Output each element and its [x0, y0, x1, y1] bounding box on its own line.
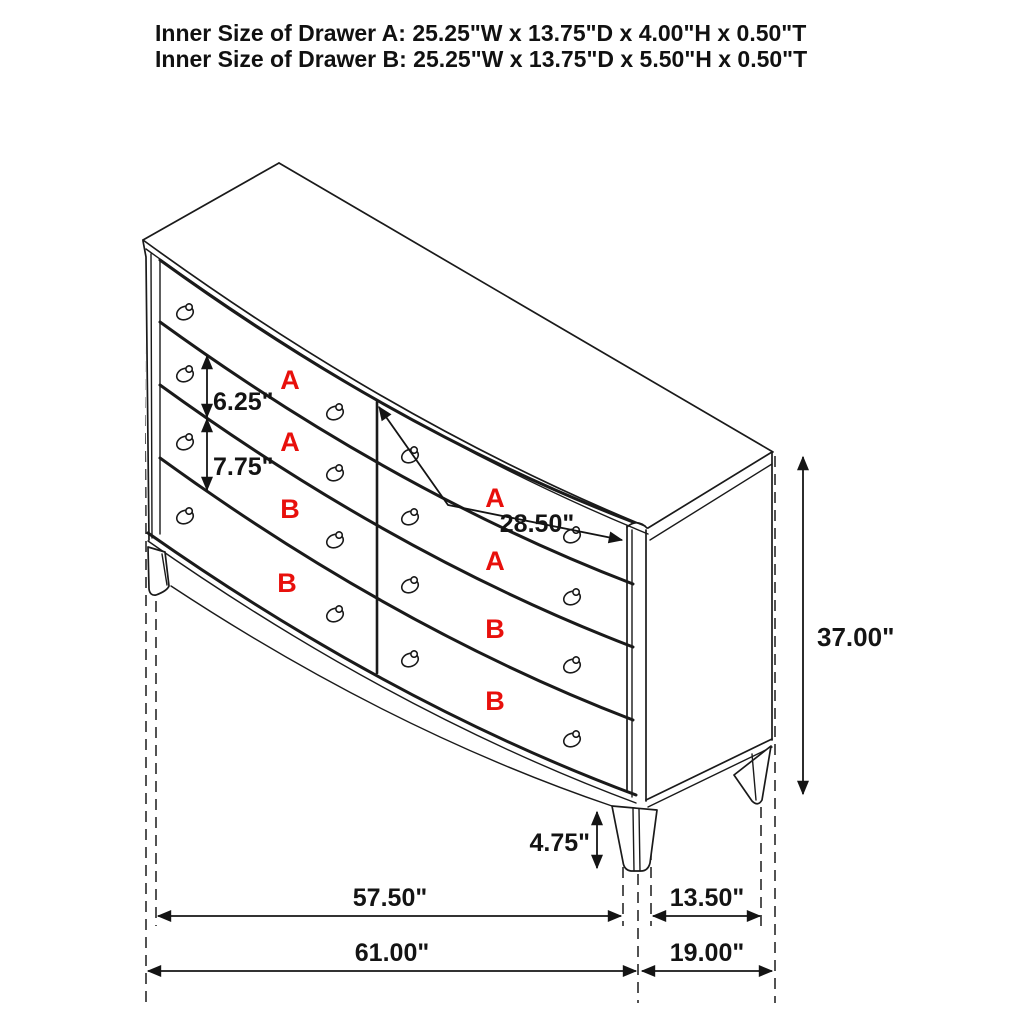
dimension-leg-height — [529, 812, 597, 868]
drawer-label: A — [485, 546, 505, 576]
svg-text:37.00": 37.00" — [817, 622, 895, 652]
drawer-label: B — [485, 614, 505, 644]
title-drawer-a-size: Inner Size of Drawer A: 25.25"W x 13.75"D x 4.00"H x 0.50"T — [155, 20, 807, 46]
dimension-front-leg-span — [158, 884, 621, 916]
drawer-label: A — [485, 483, 505, 513]
dimension-overall-height — [803, 457, 894, 794]
drawer-label: A — [280, 365, 300, 395]
cabinet-faces — [143, 163, 773, 801]
svg-text:57.50": 57.50" — [352, 884, 428, 912]
front-left-leg — [148, 547, 169, 595]
drawer-label: B — [485, 686, 505, 716]
svg-text:13.50": 13.50" — [669, 884, 745, 912]
svg-text:61.00": 61.00" — [354, 939, 430, 967]
svg-text:4.75": 4.75" — [529, 829, 590, 857]
drawer-label: B — [277, 568, 297, 598]
dimension-overall-width — [148, 939, 636, 971]
title-drawer-b-size: Inner Size of Drawer B: 25.25"W x 13.75"D x 5.50"H x 0.50"T — [155, 46, 808, 72]
drawer-label: A — [280, 427, 300, 457]
drawer-label: B — [280, 494, 300, 524]
svg-text:19.00": 19.00" — [669, 939, 745, 967]
dimension-side-leg-span — [653, 884, 760, 916]
dimension-overall-depth — [642, 939, 772, 971]
svg-text:6.25": 6.25" — [213, 388, 274, 416]
svg-text:28.50": 28.50" — [499, 510, 575, 538]
svg-text:7.75": 7.75" — [213, 453, 274, 481]
